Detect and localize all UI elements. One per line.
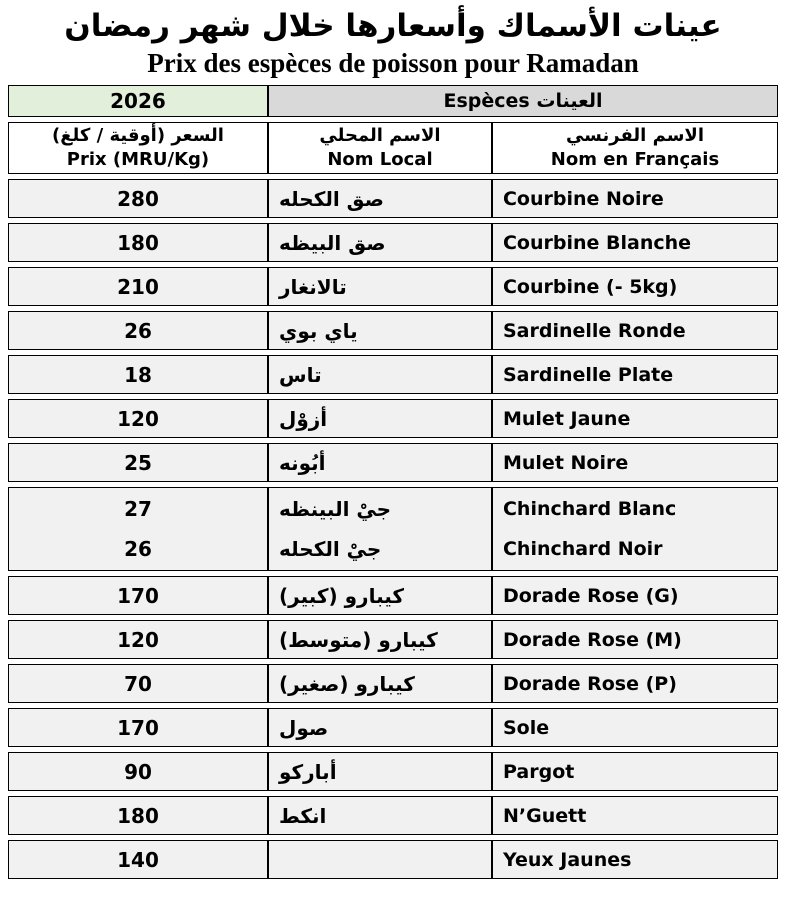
local-value: جيْ البينظه (278, 497, 392, 521)
french-value: Dorade Rose (M) (502, 628, 682, 651)
price-cell (8, 399, 268, 438)
french-value: Dorade Rose (G) (502, 584, 679, 607)
fish-price-table (8, 80, 778, 884)
price-cell (8, 487, 268, 571)
header-row-columns (8, 122, 778, 174)
price-cell (8, 576, 268, 615)
table-row (8, 179, 778, 218)
table-row (8, 664, 778, 703)
price-cell (8, 311, 268, 350)
price-value: 210 (117, 274, 159, 299)
price-value: 27 (124, 497, 152, 521)
price-cell (8, 664, 268, 703)
table-row (8, 487, 778, 571)
price-cell (8, 620, 268, 659)
table-row (8, 399, 778, 438)
table-header (8, 85, 778, 174)
french-value: Mulet Noire (502, 451, 629, 474)
local-value: كيبارو (كبير) (278, 583, 405, 608)
price-cell (8, 796, 268, 835)
price-column-header (8, 122, 268, 174)
local-value: انكط (278, 803, 327, 828)
local-cell (268, 752, 492, 791)
local-value: كيبارو (صغير) (278, 671, 415, 696)
french-value: Courbine (- 5kg) (502, 275, 678, 298)
french-cell (492, 179, 778, 218)
french-value: Pargot (502, 760, 575, 783)
french-cell (492, 355, 778, 394)
local-cell (268, 487, 492, 571)
french-cell (492, 664, 778, 703)
local-cell (268, 355, 492, 394)
local-value: صول (278, 715, 329, 740)
french-cell (492, 796, 778, 835)
species-header-cell: Espèces العينات (268, 85, 778, 117)
french-value: Courbine Noire (502, 187, 664, 210)
french-value: Yeux Jaunes (502, 848, 632, 871)
local-cell (268, 311, 492, 350)
price-value: 70 (124, 671, 152, 696)
price-value: 180 (117, 230, 159, 255)
price-value: 280 (117, 186, 159, 211)
local-value: تالانغار (278, 274, 347, 299)
french-value: Dorade Rose (P) (502, 672, 677, 695)
header-row-top (8, 85, 778, 117)
table-row (8, 443, 778, 482)
french-cell (492, 708, 778, 747)
table-row (8, 576, 778, 615)
local-cell (268, 443, 492, 482)
french-value: Chinchard Blanc (502, 498, 677, 520)
french-cell (492, 620, 778, 659)
price-cell (8, 223, 268, 262)
local-header-latin: Nom Local (327, 149, 433, 170)
price-header-arabic: السعر (أوقية / كلغ) (52, 125, 224, 146)
french-value: Courbine Blanche (502, 231, 692, 254)
local-value: أباركو (278, 759, 337, 784)
french-cell (492, 487, 778, 571)
french-value: Sole (502, 716, 550, 739)
table-row (8, 223, 778, 262)
local-cell (268, 267, 492, 306)
table-body (8, 179, 778, 879)
local-value: صق البيظه (278, 230, 386, 255)
table-row (8, 267, 778, 306)
price-value: 25 (124, 450, 152, 475)
price-value: 120 (117, 627, 159, 652)
local-cell (268, 576, 492, 615)
table-row (8, 355, 778, 394)
french-cell (492, 399, 778, 438)
local-cell (268, 620, 492, 659)
french-header-latin: Nom en Français (550, 149, 720, 170)
price-value: 90 (124, 759, 152, 784)
price-value: 180 (117, 803, 159, 828)
price-cell (8, 708, 268, 747)
price-cell (8, 752, 268, 791)
table-row (8, 708, 778, 747)
french-cell (492, 443, 778, 482)
local-value: أزوْل (278, 406, 328, 431)
local-cell (268, 708, 492, 747)
price-cell (8, 355, 268, 394)
table-row (8, 752, 778, 791)
french-cell (492, 576, 778, 615)
price-cell (8, 267, 268, 306)
price-cell (8, 840, 268, 879)
page-title-arabic: عينات الأسماك وأسعارها خلال شهر رمضان (64, 8, 722, 44)
french-value: Mulet Jaune (502, 407, 631, 430)
price-cell (8, 443, 268, 482)
price-value: 140 (117, 847, 159, 872)
french-cell (492, 840, 778, 879)
french-name-column-header (492, 122, 778, 174)
price-value: 170 (117, 715, 159, 740)
page-title-french: Prix des espèces de poisson pour Ramadan (147, 48, 639, 78)
french-value: Sardinelle Plate (502, 363, 674, 386)
local-value: ياي بوي (278, 318, 358, 343)
local-cell (268, 179, 492, 218)
price-value: 26 (124, 318, 152, 343)
table-row (8, 840, 778, 879)
local-header-arabic: الاسم المحلي (319, 125, 441, 146)
table-row (8, 796, 778, 835)
table-row (8, 311, 778, 350)
french-cell (492, 311, 778, 350)
local-cell (268, 796, 492, 835)
local-cell (268, 399, 492, 438)
price-header-latin: Prix (MRU/Kg) (66, 149, 210, 170)
price-cell (8, 179, 268, 218)
french-value: Chinchard Noir (502, 538, 663, 560)
french-value: Sardinelle Ronde (502, 319, 686, 342)
local-value: صق الكحله (278, 186, 385, 211)
french-cell (492, 267, 778, 306)
local-value: كيبارو (متوسط) (278, 627, 438, 652)
local-value: تاس (278, 362, 322, 387)
price-value: 120 (117, 406, 159, 431)
local-value: جيْ الكحله (278, 537, 382, 561)
local-cell (268, 223, 492, 262)
price-value: 26 (124, 537, 152, 561)
french-header-arabic: الاسم الفرنسي (565, 125, 704, 146)
local-cell (268, 840, 492, 879)
local-cell (268, 664, 492, 703)
year-header-cell: 2026 (8, 85, 268, 117)
local-value: أبُونه (278, 450, 326, 475)
price-value: 18 (124, 362, 152, 387)
french-cell (492, 223, 778, 262)
table-row (8, 620, 778, 659)
french-value: N’Guett (502, 804, 587, 827)
price-value: 170 (117, 583, 159, 608)
local-name-column-header (268, 122, 492, 174)
french-cell (492, 752, 778, 791)
